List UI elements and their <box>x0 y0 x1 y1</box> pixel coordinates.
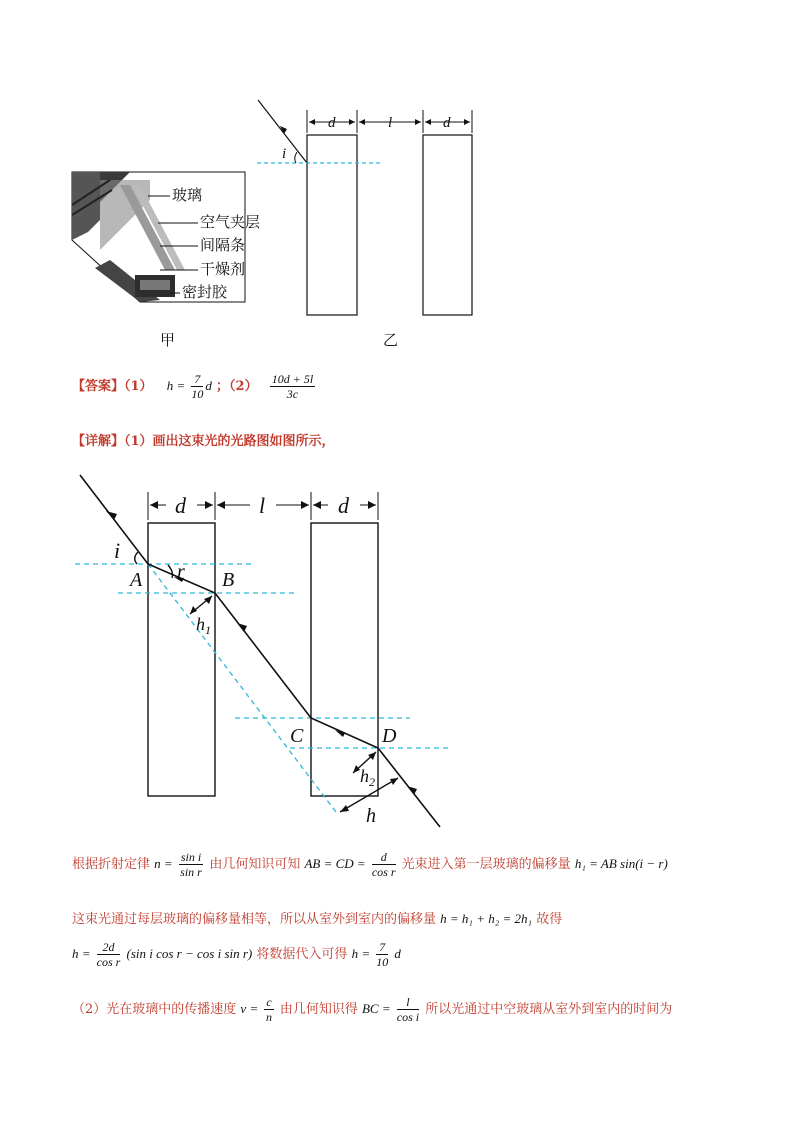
answer-h-fraction <box>191 372 203 401</box>
answer-h-var: d <box>205 378 212 393</box>
light-ray <box>80 475 440 827</box>
exp1-b: 由几何知识可知 <box>209 857 301 872</box>
detail-line <box>72 430 335 449</box>
small-dim-d1: d <box>328 115 336 131</box>
exp1-d-den: cos r <box>371 865 396 879</box>
label-spacer: 间隔条 <box>200 238 246 254</box>
exp1-c: 光束进入第一层玻璃的偏移量 <box>401 857 571 872</box>
exp3-a: 将数据代入可得 <box>256 947 348 962</box>
exp4-bc: BC = <box>361 1001 391 1016</box>
label-r: r <box>177 561 185 583</box>
plates-small <box>257 100 472 315</box>
exp4-v-den: n <box>266 1010 273 1024</box>
answer-part1-label: （1） <box>124 379 153 394</box>
exp4-b: 由几何知识得 <box>279 1002 358 1017</box>
exp4-v-num: c <box>266 995 272 1009</box>
exp4-bc-num: l <box>397 995 419 1010</box>
exp1-n: n = <box>154 856 173 871</box>
label-A: A <box>130 569 143 591</box>
exp2-b: 故得 <box>536 912 563 927</box>
label-C: C <box>290 725 304 747</box>
answer-sep: ； <box>216 379 230 394</box>
exp3-den2: 10 <box>376 955 389 969</box>
small-dim-d2: d <box>443 115 451 131</box>
label-h1: $h_1$ <box>196 614 211 637</box>
answer-tag: 【答案】 <box>72 379 125 394</box>
answer-h-num: 7 <box>191 372 203 387</box>
label-h: h <box>366 805 376 827</box>
explanation-line-2 <box>72 908 562 927</box>
label-D: D <box>382 725 397 747</box>
label-glass: 玻璃 <box>172 188 203 204</box>
detail-tag: 【详解】 <box>72 434 125 449</box>
answer-part2-label: （2） <box>229 379 258 394</box>
detail-intro: （1）画出这束光的光路图如图所示， <box>124 434 335 449</box>
caption-yi: 乙 <box>383 333 399 349</box>
exp4-v-fraction <box>264 995 273 1024</box>
exp1-a: 根据折射定律 <box>72 857 151 872</box>
small-angle-i: i <box>282 146 287 162</box>
exp3-expr: (sin i cos r − cos i sin r) <box>126 946 253 961</box>
exp4-a: （2）光在玻璃中的传播速度 <box>72 1002 237 1017</box>
answer-h-den: 10 <box>191 387 204 401</box>
answer-line <box>72 372 317 401</box>
dim-d-right: d <box>338 493 349 518</box>
exp3-fraction <box>97 940 121 969</box>
label-h2: $h_2$ <box>360 766 375 789</box>
exp1-d-num: d <box>372 850 396 865</box>
exp2-a: 这束光通过每层玻璃的偏移量相等，所以从室外到室内的偏移量 <box>72 912 437 927</box>
exp3-h: h = <box>72 946 91 961</box>
dashed-guides <box>75 564 450 812</box>
exp3-num: 2d <box>97 940 121 955</box>
answer-h-lhs: h = <box>166 378 186 393</box>
exp1-d-fraction <box>372 850 396 879</box>
small-dim-l: l <box>388 115 393 131</box>
exp4-bc-den: cos i <box>396 1010 420 1024</box>
exp1-sin-fraction <box>179 850 203 879</box>
dim-l: l <box>259 493 266 518</box>
exp3-den: cos r <box>96 955 121 969</box>
label-air-layer: 空气夹层 <box>200 215 261 231</box>
label-B: B <box>222 569 235 591</box>
exp2-eq: h = h₁ + h₂ = 2h₁ <box>440 911 533 926</box>
exp4-v: v = <box>240 1001 259 1016</box>
exp3-d: d <box>394 946 401 961</box>
exp4-c: 所以光通过中空玻璃从室外到室内的时间为 <box>425 1002 673 1017</box>
light-path-diagram <box>0 460 800 840</box>
label-i: i <box>114 538 121 563</box>
answer-time-den: 3c <box>286 387 299 401</box>
window-illustration <box>72 172 245 302</box>
explanation-line-4 <box>72 995 672 1024</box>
explanation-line-3 <box>72 940 401 969</box>
exp3-num2: 7 <box>376 940 388 955</box>
exp1-h1: h₁ = AB sin(i − r) <box>574 856 668 871</box>
label-sealant: 密封胶 <box>182 285 228 301</box>
exp4-bc-fraction <box>397 995 419 1024</box>
exp1-eq: AB = CD = <box>304 856 366 871</box>
exp1-sin-den: sin r <box>180 865 202 879</box>
dim-d-left: d <box>175 493 186 518</box>
answer-time-fraction <box>270 372 315 401</box>
exp1-sin-num: sin i <box>180 850 202 864</box>
offset-arrows <box>135 552 398 812</box>
exp3-fraction2 <box>376 940 388 969</box>
top-figure <box>0 0 800 360</box>
explanation-line-1 <box>72 850 668 879</box>
label-desiccant: 干燥剂 <box>200 262 246 278</box>
plate-right <box>311 523 378 796</box>
exp3-h2: h = <box>351 946 371 961</box>
caption-jia: 甲 <box>160 333 176 349</box>
answer-time-num: 10d + 5l <box>271 372 314 386</box>
